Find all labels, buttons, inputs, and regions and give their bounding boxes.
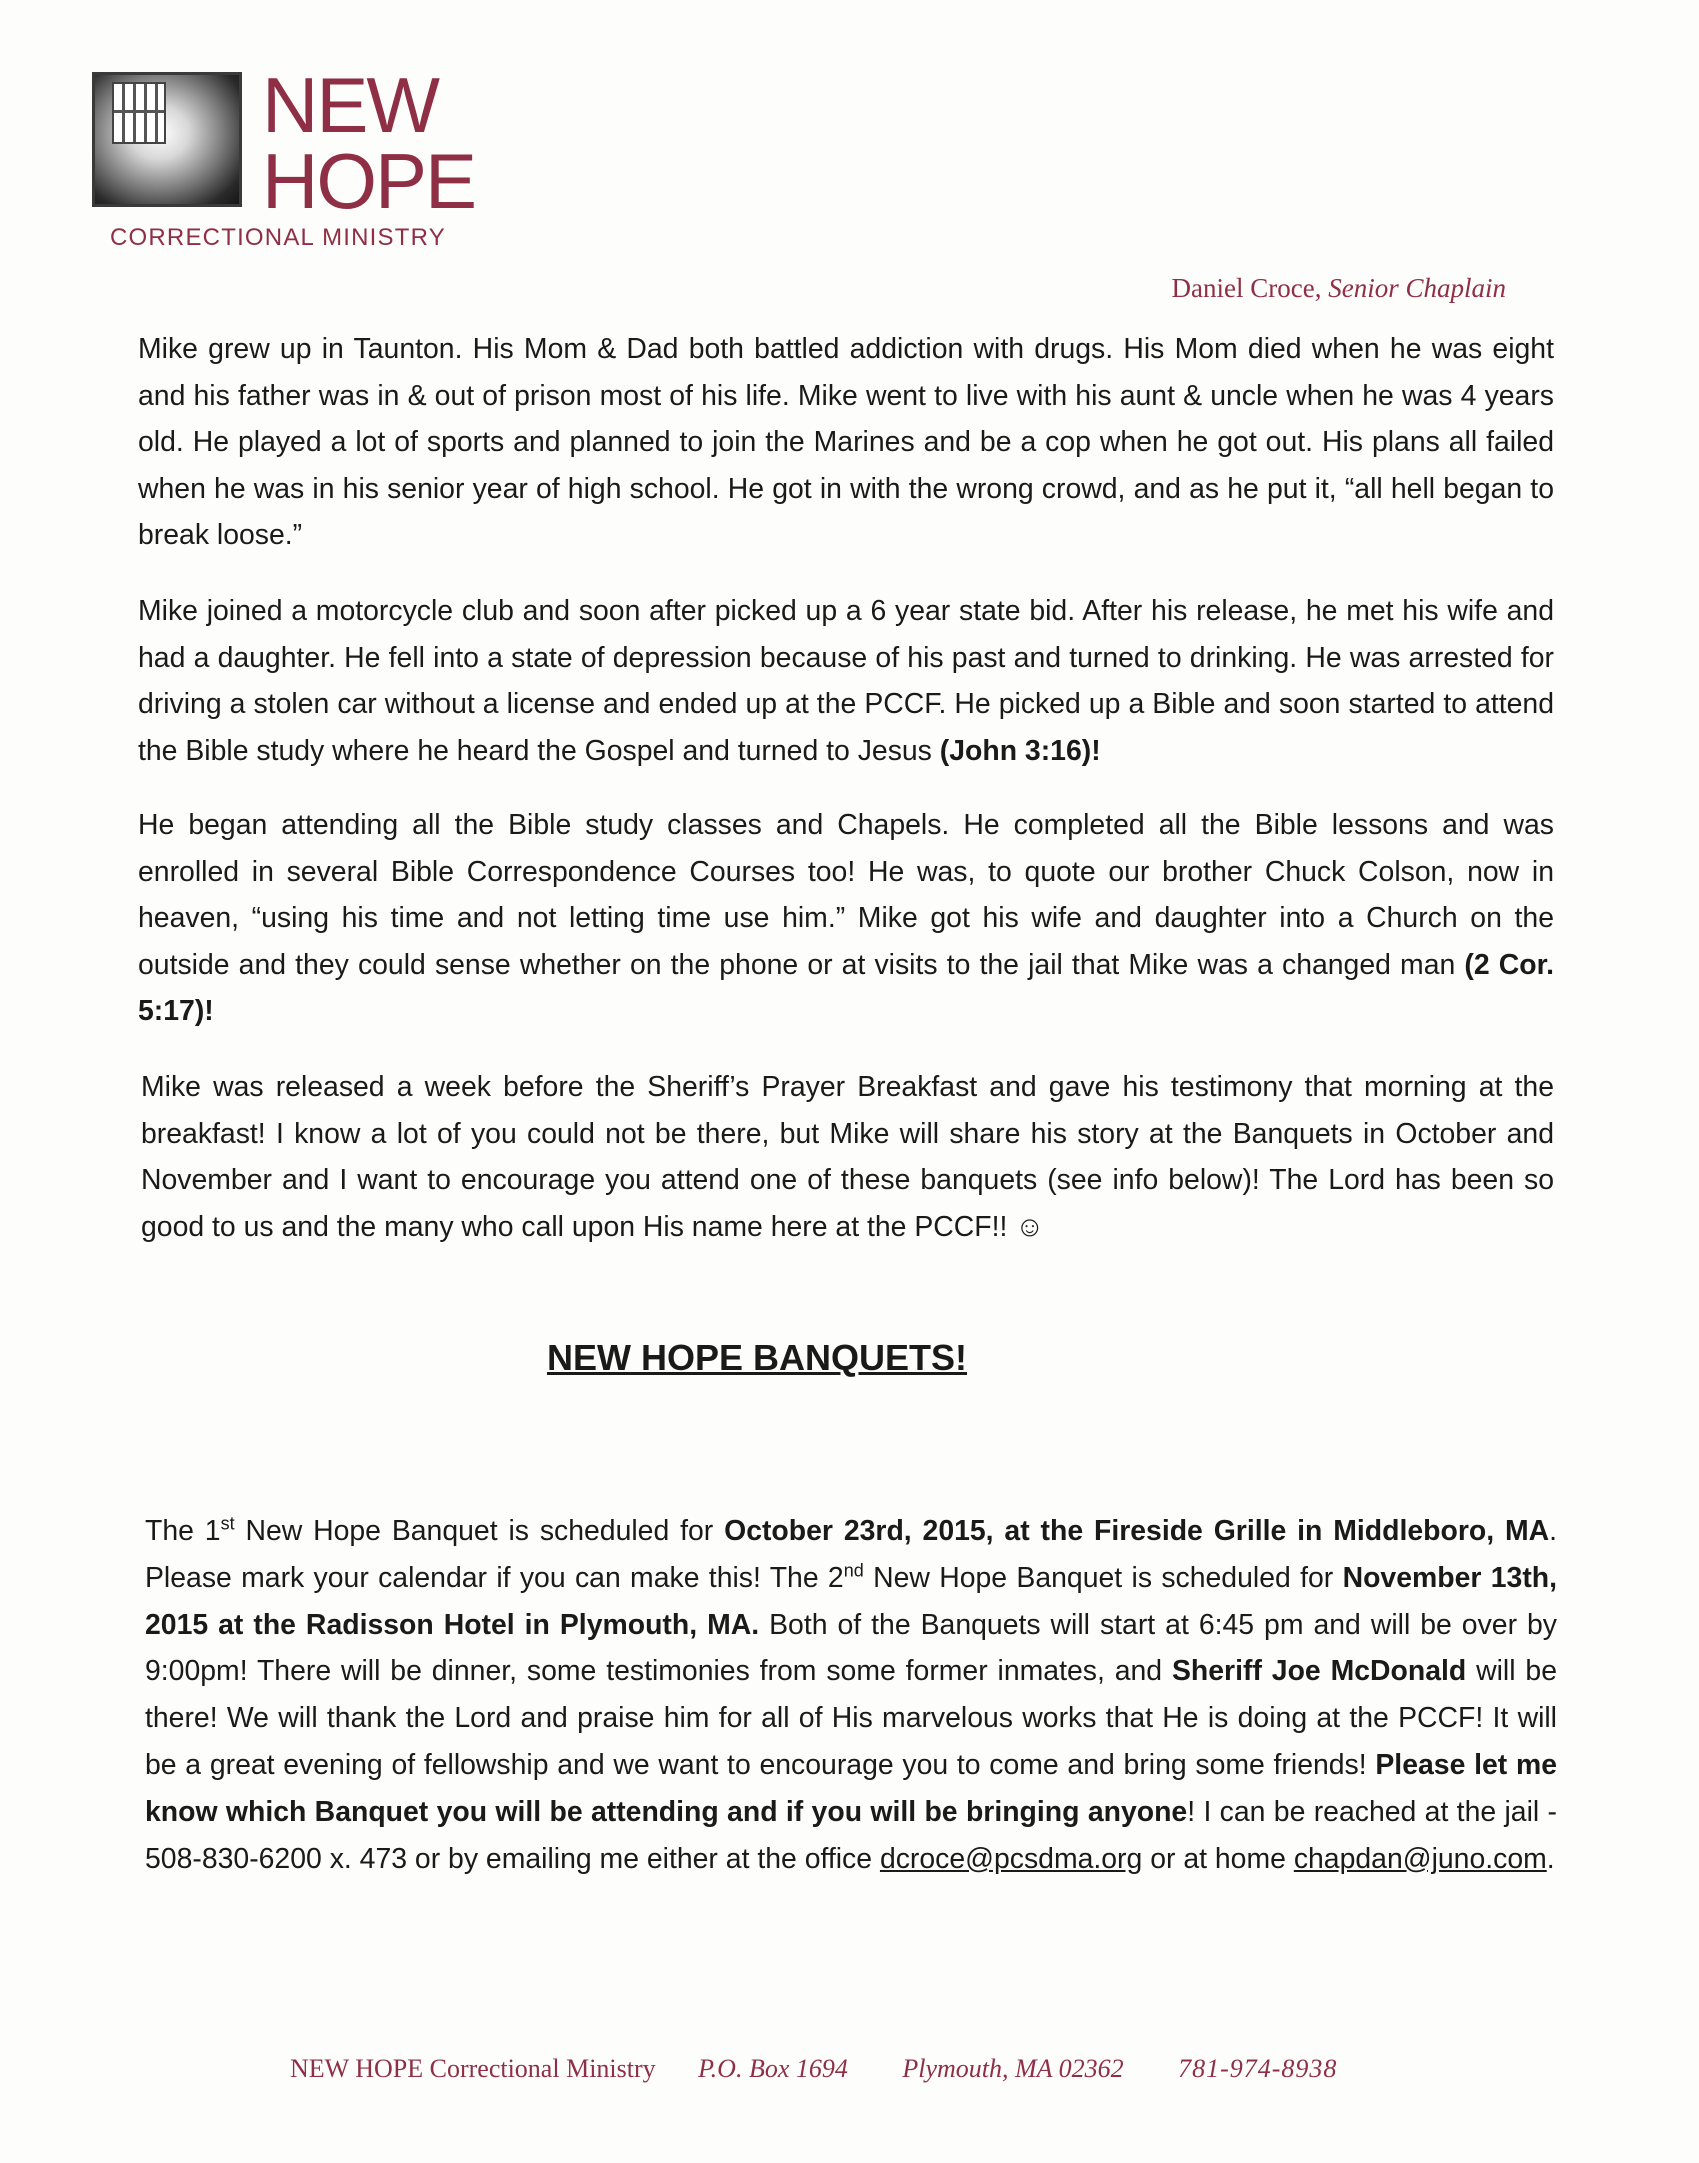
banquet-text: will be there! We will thank the Lord and praise him for all of His marvelous works that He is doing at the PCCF! It will be a great evening of fellowship and we want to encourage you to come and bring some friends!: [145, 1655, 1558, 1781]
jail-window-light-icon: [92, 72, 242, 207]
paragraph-4-text: Mike was released a week before the Sheriff’s Prayer Breakfast and gave his testimony that morning at the breakfast! I know a lot of you could not be there, but Mike will share his story at the Banquets in October and November and I want to encourage you attend one of these banquets (see info below)! The Lord has been so good to us and the many who call upon His name here at the PCCF!! ☺: [141, 1071, 1554, 1243]
banquet-text: New Hope Banquet is scheduled for: [863, 1561, 1343, 1594]
footer-pobox: P.O. Box 1694: [698, 2054, 848, 2083]
paragraph-3-text: He began attending all the Bible study classes and Chapels. He completed all the Bible lessons and was enrolled in several Bible Correspondence Courses too! He was, to quote our brother Chuck Colson, now in heaven, “using his time and not letting time use him.” Mike got his wife and daughter into a Church on the outside and they could sense whether on the phone or at visits to the jail that Mike was a changed man: [138, 809, 1554, 981]
banquet-1-date-location: October 23rd, 2015, at the Fireside Grille in Middleboro, MA: [724, 1515, 1550, 1547]
paragraph-4: [141, 1064, 1554, 1250]
ordinal-suffix: nd: [843, 1560, 864, 1581]
paragraph-1: [138, 326, 1554, 559]
sheriff-name: Sheriff Joe McDonald: [1171, 1655, 1467, 1688]
footer-org: NEW HOPE Correctional Ministry: [290, 2054, 656, 2083]
ordinal-suffix: st: [220, 1513, 235, 1534]
paragraph-3: [138, 802, 1554, 1035]
banquets-heading: NEW HOPE BANQUETS!: [546, 1337, 967, 1378]
paragraph-2-text: Mike joined a motorcycle club and soon after picked up a 6 year state bid. After his release, he met his wife and had a daughter. He fell into a state of depression because of his past and turned to drinking. He was arrested for driving a stolen car without a license and ended up at the PCCF. He picked up a Bible and soon started to attend the Bible study where he heard the Gospel and turned to Jesus: [138, 595, 1554, 767]
logo-subtitle: CORRECTIONAL MINISTRY: [110, 224, 446, 251]
logo-word-hope: HOPE: [262, 137, 476, 225]
banquet-text: New Hope Banquet is scheduled for: [234, 1515, 725, 1547]
banquet-2-date-location: November 13th, 2015 at the Radisson Hotel in Plymouth, MA.: [145, 1561, 1558, 1641]
chaplain-title: Senior Chaplain: [1328, 273, 1506, 303]
footer-city: Plymouth, MA 02362: [902, 2054, 1124, 2083]
banquet-text: or at home: [1142, 1842, 1294, 1875]
barred-window-icon: [112, 82, 166, 144]
office-email-link[interactable]: dcroce@pcsdma.org: [879, 1842, 1143, 1875]
banquet-paragraph: [145, 1508, 1557, 1882]
paragraph-1-text: Mike grew up in Taunton. His Mom & Dad both battled addiction with drugs. His Mom died when he was eight and his father was in & out of prison most of his life. Mike went to live with his aunt & uncle when he was 4 years old. He played a lot of sports and planned to join the Marines and be a cop when he got out. His plans all failed when he was in his senior year of high school. He got in with the wrong crowd, and as he put it, “all hell began to break loose.”: [138, 333, 1554, 551]
banquet-text: . Please mark your calendar if you can make this! The 2: [145, 1515, 1557, 1594]
banquet-text: ! I can be reached at the jail - 508-830-6200 x. 473 or by emailing me either at the office: [145, 1795, 1557, 1875]
logo-word-new: NEW: [262, 61, 438, 149]
paragraph-2: [138, 588, 1554, 774]
scripture-ref-john: (John 3:16)!: [939, 734, 1101, 767]
home-email-link[interactable]: chapdan@juno.com: [1293, 1842, 1547, 1875]
chaplain-name: Daniel Croce,: [1171, 273, 1322, 303]
rsvp-request: Please let me know which Banquet you will be attending and if you will be bringing anyone: [145, 1748, 1557, 1828]
letterhead-footer: [290, 2054, 1440, 2084]
scripture-ref-corinthians: (2 Cor. 5:17)!: [138, 948, 1554, 1027]
banquet-text: .: [1546, 1842, 1555, 1875]
banquet-text: Both of the Banquets will start at 6:45 pm and will be over by 9:00pm! There will be dinner, some testimonies from some former inmates, and: [145, 1608, 1557, 1688]
new-hope-logo: [90, 62, 510, 262]
banquet-text: The 1: [145, 1515, 221, 1547]
footer-phone: 781-974-8938: [1178, 2054, 1338, 2083]
chaplain-signature-line: [1172, 273, 1506, 304]
